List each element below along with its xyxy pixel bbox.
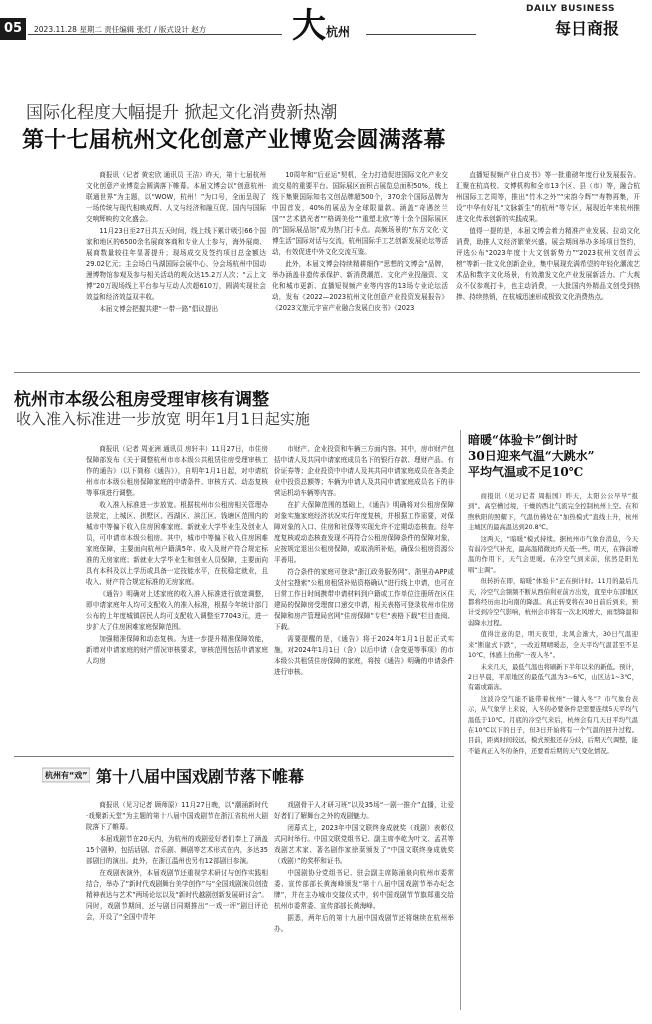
story3-paragraph: 未来几天，最低气温也将刷新下半年以来的新低。预计，2日早晨，平原地区的最低气温为3~6℃，山区达1~3℃，有霜或霜冻。 [468,663,638,692]
section-logo-mark: 大 [292,6,326,46]
story2-column-2 [274,444,454,750]
story1-column-1 [86,170,266,356]
column-tag [42,766,90,784]
story2-subhead: 收入准入标准进一步放宽 明年1月1日起实施 [16,410,310,428]
story3-headline-line: 暗暖“体验卡”倒计时 [468,433,578,447]
story1-paragraph: 直播短视频产业白皮书》等一批重磅年度行业发展报告。汇聚在杭高校、文博机构和全市13个区、县（市）等，融合杭州国际工艺周等，推出“竹木之外”“宋韵今辉”“寿物再集，开设”中华有好礼“文脉新生”的杭州“等专区，展现近年来杭州推进文化传承创新的实践成果。 [456,171,640,223]
section-divider [14,756,454,757]
story3-body [468,492,638,1012]
story3-paragraph: 商报讯（见习记者 周振国）昨天，太阳公公早早“报到”。高空槽过境，干燥的西北气流完全控制杭州上空。在和煦秋阳的照耀下，气温仿佛处在“加热模式”直线上升，杭州主城区的最高温达到20.8℃。 [468,493,638,532]
story2-paragraph: 《通告》明确对上述家庭的收入准入标准进行放宽调整，即申请家庭年人均可支配收入的准入标准，根据今年统计部门公布的上年度城镇居民人均可支配收入调整至77043元，进一步扩大了住房困难家庭保障范围。 [86,590,268,631]
story3-headline [468,432,638,480]
section-logo [292,6,362,46]
story4-column-1 [86,800,268,1014]
story3-paragraph: 值得注意的是，明天夜里，北风会渐大，30日气温迎来“断崖式下跌”，一改近期晴暖态，全天平均气温甚至不足10℃，体感上仿佛“一夜入冬”。 [468,631,638,660]
story2-paragraph: 商报讯（记者 周亚洲 通讯员 房轩丰）11月27日，市住房保障部发布《关于调整杭州市市本级公共租赁住房受理审核工作的通告》（以下简称《通告》），自明年1月1日起，对申请杭州市市本级公租房保障家庭的申请条件、审核方式、动态复核等事项进行调整。 [86,445,268,497]
page-number: 05 [0,18,26,40]
story2-paragraph: 在扩大保障范围的基础上，《通告》明确将对公租房保障对象实施家庭经济状况实行年度复核，并根据工作需要，对保障对象的入口、住房和社保等实现允许不定期动态核查。经年度复核或动态核查发现不再符合公租房保障条件的保障对象，应按规定退出公租房保障，或取消所补贴，确保公租房资源公平善用。 [274,501,454,564]
issue-info: 2023.11.28 星期二 责任编辑 张灯 / 版式设计 赵方 [34,25,207,34]
story1-paragraph: 本届文博会把握共建“一带一路”倡议提出 [99,305,219,313]
story2-paragraph: 加强精准保障和动态复核。为进一步提升精准保障效能，新增对申请家庭的财产情况审核要求，审核范围包括申请家庭人均房 [86,635,268,665]
story2-paragraph: 市财产、企业投资和车辆三方面内容。其中，房市财产包括申请人及共同申请家庭成员名下的银行存款、理财产品、有价证券等；企业投资中申请人及其共同申请家庭成员在各类企业中投资总额等；车辆为申请人及共同申请家庭成员名下的非营运机动车辆等内容。 [274,445,454,497]
story1-paragraph: 此外，本届文博会持续精耕细作“思想的文博会”品牌，举办涵盖非遗传承保护、新消费潮范、文化产业投融资、文化和城市更新、直播短视频产业等内容的13场专业论坛活动，发布《2022—2023杭州文化创意产业投资发展报告》《2023文旅元宇宙产业融合发展白皮书》《2023 [272,260,448,312]
story2-paragraph: 需要提醒的是，《通告》将于2024年1月1日起正式实施，对2024年1月1日（含）以后申请（含变更等事项）的市本级公共租赁住房保障的家庭，将按《通告》明确的申请条件进行审核。 [274,635,454,676]
story3-headline-line: 平均气温或不足10℃ [468,465,584,479]
story2-paragraph: 收入准入标准进一步放宽。根据杭州市公租房相关管理办法规定，上城区、拱墅区、西湖区、滨江区、钱塘区范围内的城市中等偏下收入住房困难家庭、新就业大学毕业生及创业人员，可申请市本级公租房。其中，城市中等偏下收入住房困难家庭保障，主要面向杭州户籍满5年、收入及财产符合规定标准的无房家庭；新就业大学毕业生和创业人员保障，主要面向具有本科及以上学历或具备一定技能水平，在杭稳定就业，且收入、财产符合规定标准的无房家庭。 [86,501,268,586]
story1-paragraph: 值得一提的是，本届文博会着力精准产业发展、拉动文化消费，助推人文经济繁荣兴盛。展会期间举办多场项目签约，评选公布“2023年度十大文创新势力”“2023杭州文创青云榜”等新一批文化创新企业，集中展现充满希望的年轻化潮流艺术品和数字文化场景，有效激发文化产业发展新活力。广大观众不仅参观打卡，也主动消费，一大批国内外精品文创受到热捧、持续热销，在杭城迅速形成极致文化消费热点。 [456,227,640,301]
story3-headline-line: 30日迎来气温“大跳水” [468,449,595,463]
section-logo-text: 杭州 [326,25,351,39]
story1-paragraph: 10周年和“后亚运”契机，全力打造促进国际文化产业交流交易的重要平台。国际展区面积占展览总面积50%，线上线下集聚国际知名文创品牌超500个，370余个国际品牌为中国首发，40%的展品为全球限量款。涵盖“奇遇丝兰国”“艺术猎光者”“格调美伦”“重塑北欧”等十余个国际展区的“国际展品馆”成为热门打卡点。高频场景的“东方文化·文博生活”国际对话与交流，杭州国际手工艺创新发展论坛等活动，有效促进中外文化交流互鉴。 [272,171,448,256]
brand-chinese: 每日商报 [555,19,620,38]
story4-column-2 [274,800,454,1014]
story4-paragraph: 本届戏剧节在20天内，为杭州的戏剧爱好者们奉上了涵盖15个剧种，包括话剧、音乐剧、舞剧等艺术形式在内，多达35部剧目的演出。此外，在浙江温州也另有12部剧目参演。 [86,835,268,865]
story1-column-3 [456,170,640,356]
story2-headline: 杭州市本级公租房受理审核有调整 [14,390,269,410]
story1-paragraph: 商报讯（记者 黄宏欣 通讯员 王洁）昨天，第十七届杭州文化创意产业博览会圆满落下帷幕。本届文博会以“创意杭州·联通世界”为主题，以“WOW，杭州！”为口号，全面呈现了一场传统与现代相映成辉、人文与经济和融互促、国内与国际交响辉映的文化盛会。 [86,171,266,223]
story4-headline: 第十八届中国戏剧节落下帷幕 [96,767,305,786]
story4-paragraph: 中国剧协分党组书记、驻会副主席陈涌泉向杭州市委常委、宣传部部长黄海峰颁发“第十八届中国戏剧节举办纪念牌”，并在主办城市交接仪式中，转中国戏剧节节旗郑重交给杭州市委常委、宣传部部长黄海峰。 [274,869,454,910]
story4-paragraph: 戏剧骨干人才研习班”以及35场“一剧一推介”直播，让爱好者们了解舞台之外的戏剧魅力。 [274,801,454,820]
story2-column-1 [86,444,268,750]
story1-headline: 第十七届杭州文化创意产业博览会圆满落幕 [22,127,446,153]
story3-paragraph: 但转折在即，暗暖“体验卡”正在倒计时。11月的最后几天，冷空气会频频不断从西伯利亚前方出发，直至中东部地区都将经历由北向南的降温。真正转变将在30日前后到来，预计受到冷空气影响，杭州会市将有一次北风增大、雨型降温和弱降水过程。 [468,578,638,627]
story4-paragraph: 闭幕式上，2023年中国文联终身成就奖（戏剧）表彰仪式同时举行。中国文联党组书记、副主席李屹为叶文、孟君等戏剧艺术家、著名剧作家徐棻颁发了“中国文联终身成就奖（戏剧）”的奖杯和证书。 [274,824,454,865]
header-divider [28,34,282,35]
story4-paragraph: 在戏剧表演外，本届戏剧节还重视学术研讨与创作实践相结合，举办了“新时代戏剧舞台美学创作”与“全国戏剧演员创造精神表达与艺术”两场论坛以及“新时代越剧创新发展研讨会”。同时，戏剧节期间，还与剧目同期推出“一戏一评”剧目评论会，开设了“全国中青年 [86,869,268,921]
story2-paragraph: 符合条件的家庭可登录“浙江政务服务网”、浙里办APP或支付宝搜索“公租房租赁补贴资格确认”进行线上申请，也可在日常工作日时间携带申请材料到户籍或工作单位注册所在区住建局的保障房受理窗口递交申请，相关表格可登录杭州市住房保障和房产管理局官网“住房保障”专栏“表格下载”栏目查阅、下载。 [274,568,454,631]
story1-column-2 [272,170,448,356]
header-divider-right [366,34,476,35]
story1-kicker: 国际化程度大幅提升 掀起文化消费新热潮 [26,103,338,123]
section-divider [14,372,640,373]
story4-paragraph: 商报讯（见习记者 顾师原）11月27日晚，以“潮涌新时代·戏聚新天堂”为主题的第十八届中国戏剧节在浙江省杭州大剧院落下了帷幕。 [86,801,268,831]
brand-english: DAILY BUSINESS [526,4,616,14]
story4-paragraph: 据悉，两年后的第十九届中国戏剧节还将继续在杭州举办。 [274,914,454,933]
story3-paragraph: 这两天，“暗暖”模式持续。据杭州市气象台消息，今天有弱冷空气补充，最高温稍微比昨天低一些。明天，在锋前增温的作用下，天气会更暖。在冷空气到来前，依然是阳光唱“主调”。 [468,535,638,574]
column-divider [460,430,461,1010]
story3-paragraph: 这波冷空气能不能带着杭州“一键入冬”？市气象台表示，从气象学上来说，入冬的必要条件是需要连续5天平均气温低于10℃。月底的冷空气来后，杭州会有几天日平均气温在10℃以下的日子，但3日开始将有一个气温的回升过程。目前，距离时间较远，模式预报还存分歧，后期天气调整，能不能真正入冬的条件，还要看后期的天气变化情况。 [468,695,638,755]
column-tag-text: 杭州有“戏” [45,771,88,780]
story1-paragraph: 11月23日至27日共五天时间，线上线下累计吸引66个国家和地区的6500余名展商客商和专业人士参与，海外展商、展商数量较往年显著提升；现场成交及签约项目总金额达29.02亿元；主会场白马湖国际会展中心、分会场杭州中国动漫博物馆参观及参与相关活动的观众达15.2万人次；“云上文博”20万现场线上平台参与互动人次超610万，圆满实现社会效益和经济效益双丰收。 [86,227,266,301]
